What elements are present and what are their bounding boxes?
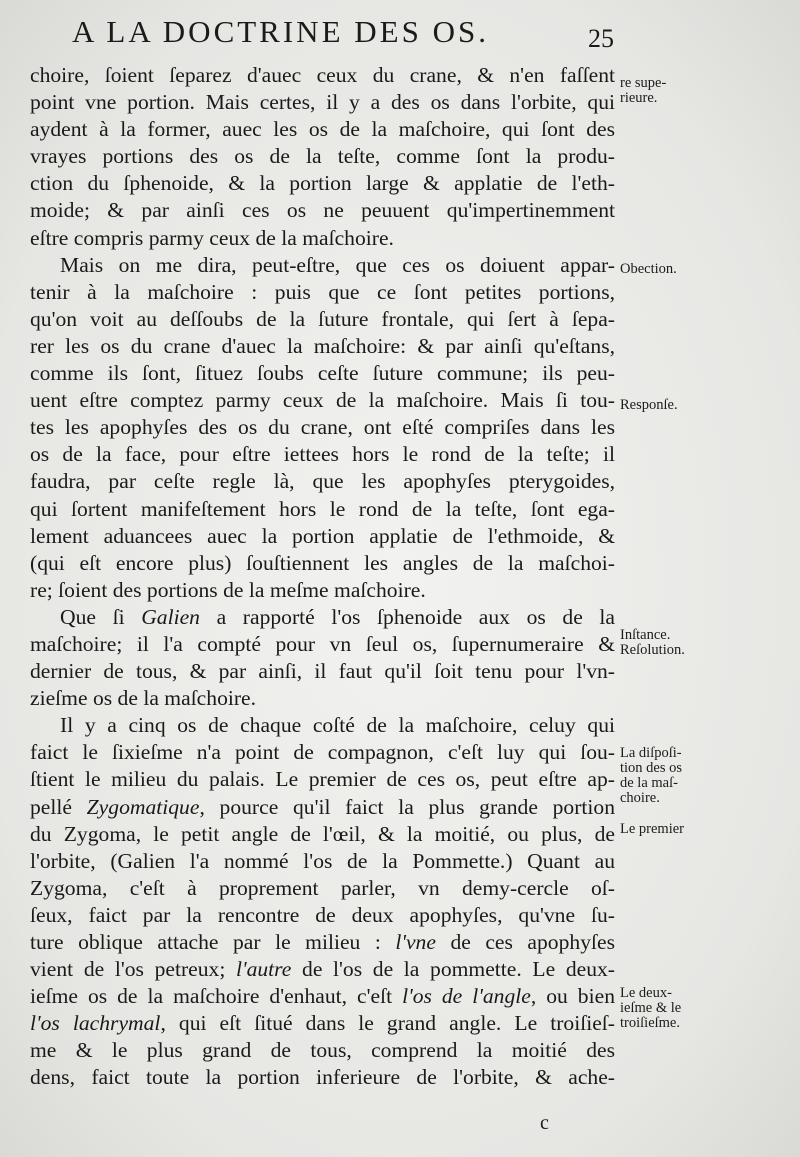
- margin-note-line: La diſpoſi-: [620, 745, 682, 761]
- margin-note-response: [620, 398, 798, 413]
- text-line: faudra, par ceſte regle là, que les apophyſes pterygoides,: [30, 469, 615, 494]
- text-line: l'os lachrymal, qui eſt ſitué dans le grand angle. Le troiſieſ-: [30, 1011, 615, 1036]
- margin-note-objection: [620, 262, 798, 277]
- margin-note-instance: [620, 628, 798, 658]
- paragraph-1: [30, 62, 615, 252]
- margin-note-line: ieſme & le: [620, 1000, 682, 1016]
- text-line: Zygoma, c'eſt à proprement parler, vn demy-cercle oſ-: [30, 875, 615, 900]
- text-line: dernier de tous, & par ainſi, il faut qu'il ſoit tenu pour l'vn-: [30, 659, 615, 684]
- margin-note-superieure: [620, 76, 798, 106]
- text-line: eſtre compris parmy ceux de la maſchoire.: [30, 225, 394, 250]
- text-line: zieſme os de la maſchoire.: [30, 686, 257, 711]
- text-line: du Zygoma, le petit angle de l'œil, & la moitié, ou plus, de: [30, 821, 615, 846]
- text-line: Il y a cinq os de chaque coſté de la maſchoire, celuy qui: [60, 713, 615, 738]
- margin-note-line: re supe-: [620, 75, 667, 91]
- paragraph-2: [30, 252, 615, 604]
- text-line: ſeux, faict par la rencontre de deux apophyſes, qu'vne ſu-: [30, 902, 615, 927]
- text-line: qu'on voit au deſſoubs de la ſuture frontale, qui ſert à ſepa-: [30, 306, 615, 331]
- margin-note-line: choire.: [620, 790, 660, 806]
- text-line: l'orbite, (Galien l'a nommé l'os de la Pommette.) Quant au: [30, 848, 615, 873]
- text-line: aydent à la former, auec les os de la maſchoire, qui ſont des: [30, 117, 615, 142]
- text-line: comme ils ſont, ſituez ſoubs ceſte ſuture commune; ils peu-: [30, 361, 615, 386]
- text-line: rer les os du crane d'auec la maſchoire: & par ainſi qu'eſtans,: [30, 333, 615, 358]
- margin-note-premier: [620, 822, 798, 837]
- running-head: A LA DOCTRINE DES OS.: [72, 14, 489, 49]
- margin-note-line: Reſolution.: [620, 642, 685, 658]
- text-line: Mais on me dira, peut-eſtre, que ces os doiuent appar-: [60, 252, 615, 277]
- text-line: dens, faict toute la portion inferieure de l'orbite, & ache-: [30, 1065, 615, 1090]
- text-line: Que ſi Galien a rapporté l'os ſphenoide aux os de la: [60, 604, 615, 629]
- margin-note-line: Le deux-: [620, 985, 672, 1001]
- text-line: me & le plus grand de tous, comprend la moitié des: [30, 1038, 615, 1063]
- text-line: re; ſoient des portions de la meſme maſchoire.: [30, 577, 426, 602]
- text-line: vient de l'os petreux; l'autre de l'os de la pommette. Le deux-: [30, 957, 615, 982]
- text-line: os de la face, pour eſtre iettees hors le rond de la teſte; il: [30, 442, 615, 467]
- margin-note-line: Obection.: [620, 261, 677, 277]
- paragraph-4: [30, 712, 615, 1091]
- margin-note-line: rieure.: [620, 90, 658, 106]
- margin-note-line: tion des os: [620, 760, 683, 776]
- text-line: moide; & par ainſi ces os ne peuuent qu'impertinemment: [30, 198, 615, 223]
- margin-note-disposition: [620, 746, 798, 806]
- text-line: point vne portion. Mais certes, il y a des os dans l'orbite, qui: [30, 90, 615, 115]
- margin-note-line: Inſtance.: [620, 627, 671, 643]
- text-line: choire, ſoient ſeparez d'auec ceux du crane, & n'en faſſent: [30, 63, 615, 87]
- margin-note-deuxieme-troisieme: [620, 986, 798, 1031]
- text-line: vrayes portions des os de la teſte, comme ſont la produ-: [30, 144, 615, 169]
- text-line: maſchoire; il l'a compté pour vn ſeul os, ſupernumeraire &: [30, 631, 615, 656]
- text-line: ſtient le milieu du palais. Le premier de ces os, peut eſtre ap-: [30, 767, 615, 792]
- page-number: 25: [588, 24, 614, 53]
- margin-note-line: de la maſ-: [620, 775, 678, 791]
- text-line: uent eſtre comptez parmy ceux de la maſchoire. Mais ſi tou-: [30, 388, 615, 413]
- margin-note-line: troiſieſme.: [620, 1015, 680, 1031]
- text-line: qui ſortent manifeſtement hors le rond de la teſte, ſont ega-: [30, 496, 615, 521]
- text-line: ction du ſphenoide, & la portion large & applatie de l'eth-: [30, 171, 615, 196]
- text-line: tes les apophyſes des os du crane, ont eſté compriſes dans les: [30, 415, 615, 440]
- text-line: lement aduancees auec la portion applatie de l'ethmoide, &: [30, 523, 615, 548]
- text-line: pellé Zygomatique, pource qu'il faict la plus grande portion: [30, 794, 615, 819]
- signature-mark: c: [540, 1112, 549, 1134]
- text-line: (qui eſt encore plus) ſouſtiennent les angles de la maſchoi-: [30, 550, 615, 575]
- margin-note-line: Le premier: [620, 821, 685, 837]
- text-line: faict le ſixieſme n'a point de compagnon, c'eſt luy qui ſou-: [30, 740, 615, 765]
- text-line: tenir à la maſchoire : puis que ce ſont petites portions,: [30, 279, 615, 304]
- text-line: ture oblique attache par le milieu : l'vne de ces apophyſes: [30, 930, 615, 954]
- text-line: ieſme os de la maſchoire d'enhaut, c'eſt l'os de l'angle, ou bien: [30, 984, 615, 1009]
- body-text: [30, 62, 615, 1092]
- paragraph-3: [30, 604, 615, 712]
- margin-note-line: Responſe.: [620, 397, 678, 413]
